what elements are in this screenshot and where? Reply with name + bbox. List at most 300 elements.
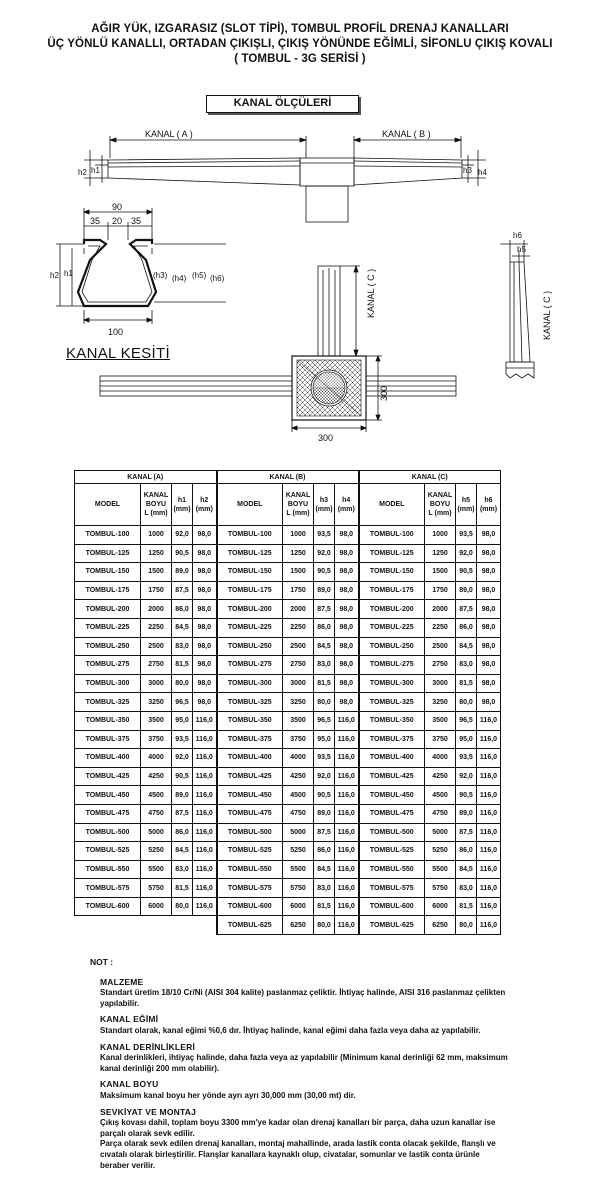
- table-cell: 98,0: [193, 563, 217, 582]
- table-cell: 1750: [283, 581, 314, 600]
- table-cell: TOMBUL-250: [359, 637, 425, 656]
- table-cell: TOMBUL-100: [359, 526, 425, 545]
- table-cell: TOMBUL-125: [217, 544, 283, 563]
- note-text: Maksimum kanal boyu her yönde ayrı ayrı 30,000 mm (30,00 mt) dir.: [100, 1090, 356, 1100]
- table-cell: 96,5: [456, 711, 477, 730]
- table-cell: 87,5: [314, 600, 335, 619]
- table-cell: 80,0: [314, 693, 335, 712]
- table-cell: 80,0: [172, 897, 193, 916]
- table-cell: TOMBUL-450: [359, 786, 425, 805]
- table-cell: 90,5: [456, 563, 477, 582]
- table-cell: TOMBUL-500: [217, 823, 283, 842]
- table-cell: 87,5: [456, 600, 477, 619]
- table-cell: 89,0: [456, 804, 477, 823]
- table-cell: 90,5: [314, 563, 335, 582]
- table-cell: 116,0: [193, 711, 217, 730]
- table-cell: 116,0: [335, 711, 359, 730]
- table-cell: 86,0: [456, 842, 477, 861]
- table-cell: 98,0: [477, 674, 501, 693]
- table-cell: 98,0: [477, 693, 501, 712]
- h2-label-elev: h2: [78, 168, 87, 177]
- table-cell: 90,5: [172, 544, 193, 563]
- table-cell: TOMBUL-125: [75, 544, 141, 563]
- dim-20: 20: [112, 216, 123, 226]
- table-cell: 116,0: [335, 730, 359, 749]
- table-cell: TOMBUL-300: [359, 674, 425, 693]
- table-cell: 90,5: [456, 786, 477, 805]
- paren-h3: (h3): [153, 271, 168, 280]
- table-cell: 81,5: [456, 897, 477, 916]
- table-cell: 96,5: [314, 711, 335, 730]
- table-cell: 93,5: [172, 730, 193, 749]
- table-cell: 1500: [425, 563, 456, 582]
- table-cell: TOMBUL-325: [359, 693, 425, 712]
- h1-header: h1 (mm): [172, 484, 193, 526]
- table-cell: 6000: [425, 897, 456, 916]
- table-cell: 116,0: [193, 860, 217, 879]
- length-header: KANAL BOYU L (mm): [425, 484, 456, 526]
- table-cell: TOMBUL-125: [359, 544, 425, 563]
- table-cell: 98,0: [335, 693, 359, 712]
- table-cell: 93,5: [456, 749, 477, 768]
- note-title: KANAL EĞİMİ: [100, 1014, 159, 1025]
- table-row: [75, 897, 501, 916]
- table-cell: 87,5: [172, 804, 193, 823]
- table-cell: 4250: [141, 767, 172, 786]
- table-cell: 5250: [283, 842, 314, 861]
- table-cell: 5500: [283, 860, 314, 879]
- table-cell: 95,0: [456, 730, 477, 749]
- table-cell: TOMBUL-100: [75, 526, 141, 545]
- table-cell: TOMBUL-200: [217, 600, 283, 619]
- table-cell: TOMBUL-475: [217, 804, 283, 823]
- table-cell: 95,0: [172, 711, 193, 730]
- table-cell: 4750: [141, 804, 172, 823]
- table-cell: 98,0: [335, 637, 359, 656]
- side-elevation: [500, 240, 534, 378]
- table-cell: 5750: [283, 879, 314, 898]
- table-cell: 116,0: [477, 786, 501, 805]
- table-cell: 6000: [141, 897, 172, 916]
- table-cell: 98,0: [477, 581, 501, 600]
- table-cell: TOMBUL-225: [75, 618, 141, 637]
- h2-header: h2 (mm): [193, 484, 217, 526]
- table-cell: 4250: [425, 767, 456, 786]
- table-cell: TOMBUL-250: [217, 637, 283, 656]
- table-cell: 98,0: [477, 618, 501, 637]
- table-cell: 84,5: [314, 860, 335, 879]
- dim-300-horizontal: 300: [318, 433, 334, 443]
- table-row: [75, 618, 501, 637]
- table-cell: TOMBUL-525: [217, 842, 283, 861]
- table-cell: 5500: [425, 860, 456, 879]
- table-cell: TOMBUL-575: [75, 879, 141, 898]
- h6-header: h6 (mm): [477, 484, 501, 526]
- table-cell: 92,0: [456, 544, 477, 563]
- table-cell: TOMBUL-400: [217, 749, 283, 768]
- note-sevkiyat: [100, 1107, 510, 1172]
- table-row: [75, 600, 501, 619]
- table-cell: 1000: [283, 526, 314, 545]
- kanal-c-label-plan: KANAL ( C ): [366, 268, 376, 318]
- note-title: MALZEME: [100, 976, 144, 987]
- h2-label-sect: h2: [50, 271, 59, 280]
- table-cell: TOMBUL-175: [217, 581, 283, 600]
- table-cell: TOMBUL-250: [75, 637, 141, 656]
- table-cell: 3250: [425, 693, 456, 712]
- table-cell: 2250: [283, 618, 314, 637]
- table-cell: 2750: [425, 656, 456, 675]
- table-cell: 98,0: [335, 674, 359, 693]
- table-cell: 80,0: [456, 693, 477, 712]
- table-cell: TOMBUL-350: [75, 711, 141, 730]
- table-cell: 98,0: [477, 637, 501, 656]
- table-cell: 3500: [425, 711, 456, 730]
- table-cell: 1250: [141, 544, 172, 563]
- group-c-header: KANAL (C): [359, 471, 501, 484]
- table-cell: 98,0: [193, 637, 217, 656]
- table-cell: 93,5: [456, 526, 477, 545]
- table-cell: 4000: [141, 749, 172, 768]
- table-cell: TOMBUL-175: [75, 581, 141, 600]
- h4-header: h4 (mm): [335, 484, 359, 526]
- table-cell: TOMBUL-500: [75, 823, 141, 842]
- table-row: [75, 786, 501, 805]
- table-cell: 3250: [141, 693, 172, 712]
- table-cell: TOMBUL-550: [217, 860, 283, 879]
- table-cell: TOMBUL-150: [359, 563, 425, 582]
- group-a-header: KANAL (A): [75, 471, 217, 484]
- table-cell: TOMBUL-525: [75, 842, 141, 861]
- table-cell: 83,0: [314, 656, 335, 675]
- table-cell: 93,5: [314, 526, 335, 545]
- h6-label-side: h6: [513, 231, 522, 240]
- table-cell: TOMBUL-550: [359, 860, 425, 879]
- note-title: KANAL DERİNLİKLERİ: [100, 1041, 196, 1052]
- title-line-2: ÜÇ YÖNLÜ KANALLI, ORTADAN ÇIKIŞLI, ÇIKIŞ YÖNÜNDE EĞİMLİ, SİFONLU ÇIKIŞ KOVALI: [47, 38, 553, 50]
- table-row: [75, 637, 501, 656]
- table-cell: 116,0: [477, 711, 501, 730]
- table-cell: 116,0: [193, 823, 217, 842]
- table-cell: 89,0: [456, 581, 477, 600]
- table-cell: TOMBUL-625: [359, 916, 425, 935]
- table-cell: TOMBUL-450: [75, 786, 141, 805]
- table-cell: 98,0: [335, 618, 359, 637]
- dimensions-table: [74, 470, 501, 935]
- table-cell: TOMBUL-400: [75, 749, 141, 768]
- table-cell: 4000: [425, 749, 456, 768]
- table-cell: 89,0: [172, 563, 193, 582]
- table-cell: 98,0: [193, 581, 217, 600]
- table-cell: 95,0: [314, 730, 335, 749]
- h1-label-elev: h1: [91, 166, 100, 175]
- note-title: SEVKİYAT VE MONTAJ: [100, 1106, 197, 1117]
- table-cell: 116,0: [193, 804, 217, 823]
- table-cell: 2500: [425, 637, 456, 656]
- h4-label-elev: h4: [478, 168, 487, 177]
- table-cell: 116,0: [335, 749, 359, 768]
- length-header: KANAL BOYU L (mm): [141, 484, 172, 526]
- table-cell: 5000: [425, 823, 456, 842]
- table-cell: TOMBUL-375: [217, 730, 283, 749]
- table-cell: TOMBUL-475: [75, 804, 141, 823]
- table-row: [75, 544, 501, 563]
- table-cell: 81,5: [172, 879, 193, 898]
- table-cell: TOMBUL-100: [217, 526, 283, 545]
- table-cell: 3500: [141, 711, 172, 730]
- table-cell: 87,5: [172, 581, 193, 600]
- table-cell: 1750: [141, 581, 172, 600]
- dim-90: 90: [112, 202, 123, 212]
- table-cell: 116,0: [335, 860, 359, 879]
- paren-h6: (h6): [210, 274, 225, 283]
- table-cell: 3000: [141, 674, 172, 693]
- table-cell: TOMBUL-400: [359, 749, 425, 768]
- table-cell: 4250: [283, 767, 314, 786]
- table-cell: 3500: [283, 711, 314, 730]
- table-cell: 86,0: [456, 618, 477, 637]
- note-malzeme: [100, 977, 510, 1010]
- table-cell: 84,5: [172, 842, 193, 861]
- table-cell: 116,0: [477, 879, 501, 898]
- kanal-kesiti-label: KANAL KESİTİ: [66, 345, 170, 362]
- table-cell: 89,0: [314, 581, 335, 600]
- table-row: [75, 823, 501, 842]
- table-cell: 83,0: [314, 879, 335, 898]
- table-cell: 98,0: [335, 656, 359, 675]
- table-cell: 98,0: [193, 600, 217, 619]
- table-cell: TOMBUL-575: [359, 879, 425, 898]
- table-cell: 92,0: [314, 544, 335, 563]
- table-cell: 80,0: [172, 674, 193, 693]
- table-cell: 5000: [141, 823, 172, 842]
- table-cell: 2500: [141, 637, 172, 656]
- table-cell: 4500: [283, 786, 314, 805]
- table-cell: 3000: [425, 674, 456, 693]
- note-kanal-derinlikleri: [100, 1042, 510, 1075]
- table-row: [75, 749, 501, 768]
- table-row: [75, 767, 501, 786]
- table-cell: 98,0: [193, 656, 217, 675]
- table-cell: TOMBUL-325: [75, 693, 141, 712]
- note-kanal-boyu: [100, 1079, 510, 1101]
- table-cell: 3750: [141, 730, 172, 749]
- table-cell: 116,0: [335, 879, 359, 898]
- table-cell: 86,0: [314, 618, 335, 637]
- table-cell: 80,0: [314, 916, 335, 935]
- table-row: [75, 563, 501, 582]
- h3-header: h3 (mm): [314, 484, 335, 526]
- table-row: [75, 656, 501, 675]
- note-title: KANAL BOYU: [100, 1079, 159, 1090]
- table-cell: 116,0: [335, 897, 359, 916]
- table-cell: TOMBUL-600: [75, 897, 141, 916]
- table-cell: 116,0: [335, 842, 359, 861]
- table-row: [75, 674, 501, 693]
- dim-100: 100: [108, 327, 124, 337]
- paren-h4: (h4): [172, 274, 187, 283]
- table-cell: 1500: [283, 563, 314, 582]
- table-cell: 98,0: [335, 544, 359, 563]
- table-cell: 2250: [141, 618, 172, 637]
- table-cell: 116,0: [193, 879, 217, 898]
- table-cell: 1250: [283, 544, 314, 563]
- table-cell: 116,0: [335, 767, 359, 786]
- title-line-3: ( TOMBUL - 3G SERİSİ ): [234, 53, 366, 65]
- model-header: MODEL: [359, 484, 425, 526]
- table-cell: TOMBUL-525: [359, 842, 425, 861]
- table-row: [75, 526, 501, 545]
- table-row: [75, 711, 501, 730]
- table-cell: 92,0: [172, 526, 193, 545]
- table-cell: 2500: [283, 637, 314, 656]
- paren-h5: (h5): [192, 271, 207, 280]
- table-cell: TOMBUL-200: [359, 600, 425, 619]
- note-kanal-egimi: [100, 1014, 510, 1036]
- table-cell: 1750: [425, 581, 456, 600]
- table-cell: TOMBUL-350: [217, 711, 283, 730]
- table-cell: 3750: [425, 730, 456, 749]
- technical-drawing: [0, 0, 600, 460]
- table-cell: TOMBUL-350: [359, 711, 425, 730]
- table-cell: 4750: [283, 804, 314, 823]
- table-cell: 98,0: [477, 656, 501, 675]
- h3-label-elev: h3: [463, 166, 472, 175]
- table-cell: 5500: [141, 860, 172, 879]
- table-cell: TOMBUL-375: [359, 730, 425, 749]
- table-cell: 98,0: [335, 600, 359, 619]
- table-cell: TOMBUL-275: [359, 656, 425, 675]
- table-cell: 116,0: [335, 804, 359, 823]
- table-cell: 98,0: [193, 544, 217, 563]
- table-cell: 84,5: [314, 637, 335, 656]
- table-cell: 116,0: [477, 804, 501, 823]
- table-cell: 92,0: [172, 749, 193, 768]
- note-text: Çıkış kovası dahil, toplam boyu 3300 mm'ye kadar olan drenaj kanalları bir parça, daha uzun kanallar ise parçalı olarak sevk edilir.: [100, 1118, 496, 1138]
- h5-label-side: h5: [517, 245, 526, 254]
- table-cell: 116,0: [335, 916, 359, 935]
- table-cell: TOMBUL-275: [75, 656, 141, 675]
- table-cell: 3750: [283, 730, 314, 749]
- table-cell: 92,0: [314, 767, 335, 786]
- table-cell: 90,5: [172, 767, 193, 786]
- table-cell: 93,5: [314, 749, 335, 768]
- table-cell: TOMBUL-225: [217, 618, 283, 637]
- table-cell: 116,0: [477, 767, 501, 786]
- table-cell: 98,0: [193, 693, 217, 712]
- table-cell: TOMBUL-200: [75, 600, 141, 619]
- section-title: KANAL ÖLÇÜLERİ: [206, 95, 359, 113]
- table-cell: 83,0: [456, 879, 477, 898]
- table-cell: 6000: [283, 897, 314, 916]
- table-cell: 1000: [425, 526, 456, 545]
- table-cell: TOMBUL-375: [75, 730, 141, 749]
- table-cell: 4750: [425, 804, 456, 823]
- table-cell: 116,0: [477, 730, 501, 749]
- title-line-1: AĞIR YÜK, IZGARASIZ (SLOT TİPİ), TOMBUL PROFİL DRENAJ KANALLARI: [91, 23, 509, 35]
- table-row: [75, 879, 501, 898]
- table-row: [75, 916, 501, 935]
- table-cell: TOMBUL-575: [217, 879, 283, 898]
- note-text: Standart olarak, kanal eğimi %0,6 dır. İhtiyaç halinde, kanal eğimi daha fazla veya daha az yapılabilir.: [100, 1025, 481, 1035]
- kanal-c-label-side: KANAL ( C ): [542, 290, 552, 340]
- table-row: [75, 860, 501, 879]
- table-cell: 81,5: [314, 674, 335, 693]
- table-cell: 6250: [425, 916, 456, 935]
- table-cell: 2000: [141, 600, 172, 619]
- table-cell: 1250: [425, 544, 456, 563]
- table-cell: TOMBUL-600: [217, 897, 283, 916]
- table-cell: TOMBUL-175: [359, 581, 425, 600]
- table-cell: TOMBUL-150: [217, 563, 283, 582]
- dim-300-vertical: 300: [379, 385, 389, 401]
- table-cell: 116,0: [477, 860, 501, 879]
- table-cell: 96,5: [172, 693, 193, 712]
- table-cell: 2250: [425, 618, 456, 637]
- table-cell: 116,0: [477, 749, 501, 768]
- table-cell: 3000: [283, 674, 314, 693]
- table-cell: 2000: [425, 600, 456, 619]
- table-cell: TOMBUL-300: [217, 674, 283, 693]
- table-cell: TOMBUL-425: [75, 767, 141, 786]
- note-text: Kanal derinlikleri, ihtiyaç halinde, daha fazla veya az yapılabilir (Minimum kanal derinliği 62 mm, maksimum kanal derinliği 200 mm olabilir).: [100, 1053, 508, 1073]
- table-cell: 116,0: [335, 786, 359, 805]
- h5-header: h5 (mm): [456, 484, 477, 526]
- table-cell: 116,0: [193, 749, 217, 768]
- kanal-b-label: KANAL ( B ): [382, 129, 431, 139]
- table-cell: 90,5: [314, 786, 335, 805]
- table-cell: 98,0: [335, 526, 359, 545]
- table-cell: 5250: [425, 842, 456, 861]
- table-cell: 5750: [141, 879, 172, 898]
- table-cell: 87,5: [314, 823, 335, 842]
- table-cell: 98,0: [477, 544, 501, 563]
- table-cell: 5750: [425, 879, 456, 898]
- table-cell: 86,0: [172, 823, 193, 842]
- table-cell: 5250: [141, 842, 172, 861]
- table-cell: 4500: [141, 786, 172, 805]
- note-text-2: Parça olarak sevk edilen drenaj kanalları, montaj mahallinde, arada lastik conta olacak şekilde, flanşlı ve cıvatalı olarak birleştirilir. Flanşlar kanallara kaynaklı olup, civatalar, somunlar ve lastik conta ürünle beraber verilir.: [100, 1139, 496, 1170]
- table-cell: 83,0: [172, 637, 193, 656]
- notes-section: [90, 957, 510, 1176]
- table-row: [75, 581, 501, 600]
- table-row: [75, 693, 501, 712]
- table-cell: 6250: [283, 916, 314, 935]
- table-cell: 4000: [283, 749, 314, 768]
- table-cell: 86,0: [314, 842, 335, 861]
- table-cell: 116,0: [193, 767, 217, 786]
- table-cell: 116,0: [477, 897, 501, 916]
- table-cell: 81,5: [172, 656, 193, 675]
- table-cell: TOMBUL-625: [217, 916, 283, 935]
- h1-label-sect: h1: [64, 269, 73, 278]
- table-cell: 84,5: [456, 860, 477, 879]
- table-cell: 84,5: [456, 637, 477, 656]
- table-cell: 116,0: [335, 823, 359, 842]
- table-row: [75, 730, 501, 749]
- table-cell: 98,0: [193, 526, 217, 545]
- table-cell: TOMBUL-425: [359, 767, 425, 786]
- table-cell: 92,0: [456, 767, 477, 786]
- dim-35-left: 35: [90, 216, 101, 226]
- table-cell: TOMBUL-425: [217, 767, 283, 786]
- length-header: KANAL BOYU L (mm): [283, 484, 314, 526]
- table-cell: TOMBUL-450: [217, 786, 283, 805]
- table-cell: TOMBUL-550: [75, 860, 141, 879]
- group-b-header: KANAL (B): [217, 471, 359, 484]
- table-cell: 80,0: [456, 916, 477, 935]
- table-cell: 3250: [283, 693, 314, 712]
